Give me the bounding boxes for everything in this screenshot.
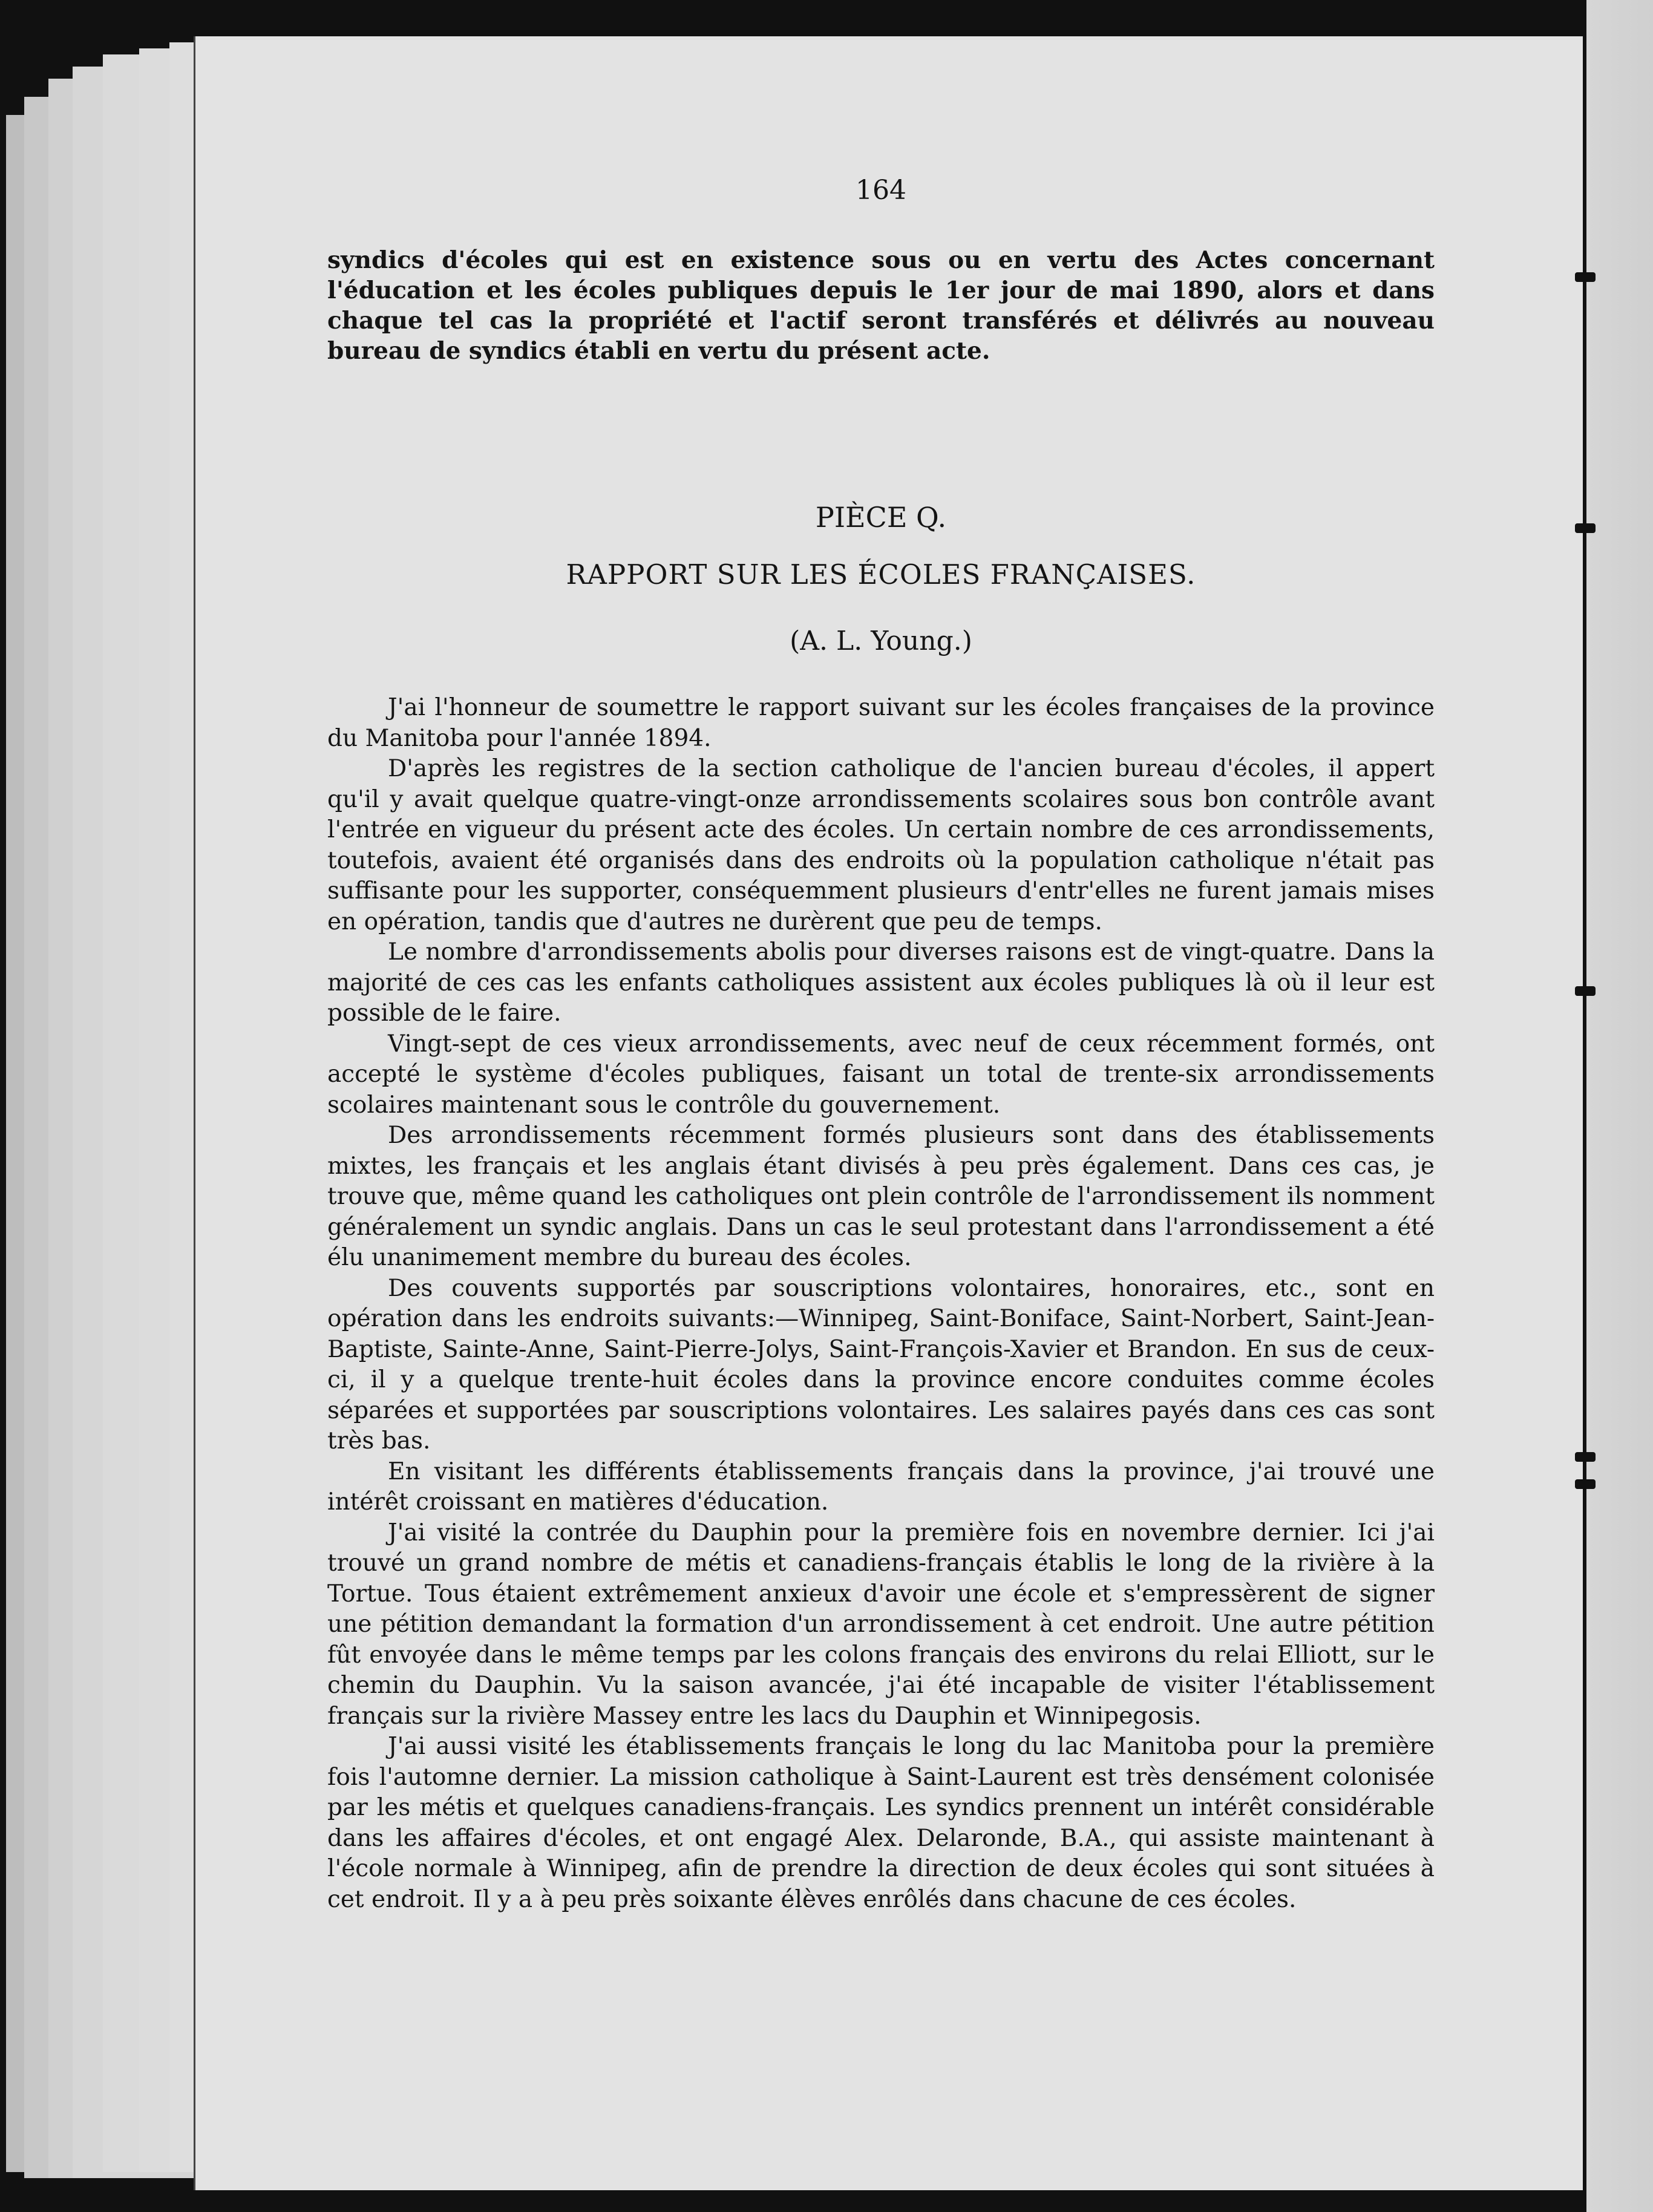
body-paragraph: Des arrondissements récemment formés plusieurs sont dans des établissements mixtes, les français et les anglais étant divisés à peu près également. Dans ces cas, je trouve que, même quand les catholiques ont plein contrôle de l'arrondissement ils nomment généralement un syndic anglais. Dans un cas le seul protestant dans l'arrondissement a été élu unanimement membre du bureau des écoles.	[327, 1122, 1435, 1271]
binding-thread	[1575, 272, 1596, 282]
report-title: RAPPORT SUR LES ÉCOLES FRANÇAISES.	[566, 558, 1196, 591]
body-paragraph: Vingt-sept de ces vieux arrondissements, avec neuf de ceux récemment formés, ont accepté le système d'écoles publiques, faisant un total de trente-six arrondissements scolaires maintenant sous le contrôle du gouvernement.	[327, 1030, 1435, 1119]
continuation-paragraph: syndics d'écoles qui est en existence sous ou en vertu des Actes concernant l'éducation et les écoles publiques depuis le 1er jour de mai 1890, alors et dans chaque tel cas la propriété et l'actif seront transférés et délivrés au nouveau bureau de syndics établi en vertu du présent acte.	[327, 246, 1435, 365]
body-paragraph: J'ai aussi visité les établissements français le long du lac Manitoba pour la première fois l'automne dernier. La mission catholique à Saint-Laurent est très densément colonisée par les métis et quelques canadiens-français. Les syndics prennent un intérêt considérable dans les affaires d'écoles, et ont engagé Alex. Delaronde, B.A., qui assiste maintenant à l'école normale à Winnipeg, afin de prendre la direction de deux écoles qui sont situées à cet endroit. Il y a à peu près soixante élèves enrôlés dans chacune de ces écoles.	[327, 1733, 1435, 1913]
page-number: 164	[856, 175, 906, 206]
body-paragraph: Des couvents supportés par souscriptions volontaires, honoraires, etc., sont en opération dans les endroits suivants:—Winnipeg, Saint-Boniface, Saint-Norbert, Saint-Jean-Baptiste, Sainte-Anne, Saint-Pierre-Jolys, Saint-François-Xavier et Brandon. En sus de ceux-ci, il y a quelque trente-huit écoles dans la province encore conduites comme écoles séparées et supportées par souscriptions volontaires. Les salaires payés dans ces cas sont très bas.	[327, 1274, 1435, 1454]
body-paragraph: Le nombre d'arrondissements abolis pour diverses raisons est de vingt-quatre. Dans la majorité de ces cas les enfants catholiques assistent aux écoles publiques là où il leur est possible de le faire.	[327, 938, 1435, 1027]
piece-title: PIÈCE Q.	[815, 501, 947, 534]
body-paragraph: J'ai visité la contrée du Dauphin pour la première fois en novembre dernier. Ici j'ai trouvé un grand nombre de métis et canadiens-français établis le long de la rivière à la Tortue. Tous étaient extrêmement anxieux d'avoir une école et s'empressèrent de signer une pétition demandant la formation d'un arrondissement à cet endroit. Une autre pétition fût envoyée dans le même temps par les colons français des environs du relai Elliott, sur le chemin du Dauphin. Vu la saison avancée, j'ai été incapable de visiter l'établissement français sur la rivière Massey entre les lacs du Dauphin et Winnipegosis.	[327, 1519, 1435, 1730]
book-page	[194, 36, 1593, 2190]
book-binding-gutter	[1583, 0, 1653, 2212]
report-author: (A. L. Young.)	[790, 626, 972, 656]
binding-thread	[1575, 523, 1596, 533]
body-paragraph: J'ai l'honneur de soumettre le rapport suivant sur les écoles françaises de la province du Manitoba pour l'année 1894.	[327, 694, 1435, 752]
report-body	[327, 693, 1435, 1915]
body-paragraph: En visitant les différents établissements français dans la province, j'ai trouvé une intérêt croissant en matières d'éducation.	[327, 1458, 1435, 1516]
binding-thread	[1575, 1479, 1596, 1489]
binding-thread	[1575, 986, 1596, 996]
body-paragraph: D'après les registres de la section catholique de l'ancien bureau d'écoles, il appert qu'il y avait quelque quatre-vingt-onze arrondissements scolaires sous bon contrôle avant l'entrée en vigueur du présent acte des écoles. Un certain nombre de ces arrondissements, toutefois, avaient été organisés dans des endroits où la population catholique n'était pas suffisante pour les supporter, conséquemment plusieurs d'entr'elles ne furent jamais mises en opération, tandis que d'autres ne durèrent que peu de temps.	[327, 755, 1435, 935]
binding-thread	[1575, 1452, 1596, 1462]
